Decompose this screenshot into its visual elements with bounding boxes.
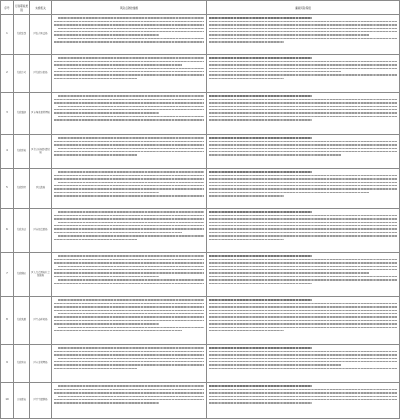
row-basis-text xyxy=(52,209,207,253)
row-category: 行政裁决 xyxy=(14,209,30,253)
row-remark-text xyxy=(207,209,400,253)
row-remark-text xyxy=(207,93,400,135)
row-agency: 区住房和城乡建设局 xyxy=(30,135,52,169)
row-category: 行政处罚 xyxy=(14,15,30,55)
row-no: 6 xyxy=(1,209,14,253)
row-remark-text xyxy=(207,135,400,169)
row-basis-text xyxy=(52,169,207,209)
row-no: 4 xyxy=(1,135,14,169)
row-basis-text xyxy=(52,345,207,383)
header-remark: 廉政风险等级 xyxy=(207,1,400,15)
row-no: 7 xyxy=(1,253,14,297)
header-category: 行政职权类别 xyxy=(14,1,30,15)
row-no: 5 xyxy=(1,169,14,209)
row-agency: 区生态环境局 xyxy=(30,297,52,345)
table-row xyxy=(1,297,400,345)
row-no: 1 xyxy=(1,15,14,55)
row-basis-text xyxy=(52,55,207,93)
table-header-row xyxy=(1,1,400,15)
row-agency: 区人力资源和社会保障局 xyxy=(30,253,52,297)
row-remark-text xyxy=(207,345,400,383)
row-remark-text xyxy=(207,297,400,345)
header-basis: 风险点防控措施 xyxy=(52,1,207,15)
row-category: 行政确认 xyxy=(14,253,30,297)
row-category: 行政强制 xyxy=(14,93,30,135)
row-basis-text xyxy=(52,15,207,55)
row-basis-text xyxy=(52,93,207,135)
row-category: 行政许可 xyxy=(14,55,30,93)
row-basis-text xyxy=(52,253,207,297)
table-row xyxy=(1,209,400,253)
row-category: 行政奖励 xyxy=(14,297,30,345)
table-row xyxy=(1,55,400,93)
row-no: 9 xyxy=(1,345,14,383)
row-agency: 区市场监督管理局 xyxy=(30,93,52,135)
row-basis-text xyxy=(52,383,207,419)
row-no: 2 xyxy=(1,55,14,93)
row-remark-text xyxy=(207,253,400,297)
table-row xyxy=(1,253,400,297)
row-agency: 区综合执法局 xyxy=(30,15,52,55)
table-row xyxy=(1,135,400,169)
table-row xyxy=(1,93,400,135)
row-agency: 区行政审批局 xyxy=(30,55,52,93)
row-agency: 区自然资源局 xyxy=(30,209,52,253)
row-basis-text xyxy=(52,297,207,345)
table-row xyxy=(1,169,400,209)
row-category: 行政检查 xyxy=(14,345,30,383)
row-remark-text xyxy=(207,169,400,209)
header-no: 序号 xyxy=(1,1,14,15)
row-no: 10 xyxy=(1,383,14,419)
row-agency: 区民政局 xyxy=(30,169,52,209)
row-basis-text xyxy=(52,135,207,169)
table-row xyxy=(1,383,400,419)
header-agency: 实施机关 xyxy=(30,1,52,15)
row-remark-text xyxy=(207,55,400,93)
row-remark-text xyxy=(207,15,400,55)
row-category: 行政给付 xyxy=(14,169,30,209)
row-agency: 区卫生健康局 xyxy=(30,383,52,419)
row-category: 其他职权 xyxy=(14,383,30,419)
table-row xyxy=(1,345,400,383)
row-category: 行政征收 xyxy=(14,135,30,169)
row-no: 8 xyxy=(1,297,14,345)
table-row xyxy=(1,15,400,55)
row-remark-text xyxy=(207,383,400,419)
row-agency: 区应急管理局 xyxy=(30,345,52,383)
row-no: 3 xyxy=(1,93,14,135)
